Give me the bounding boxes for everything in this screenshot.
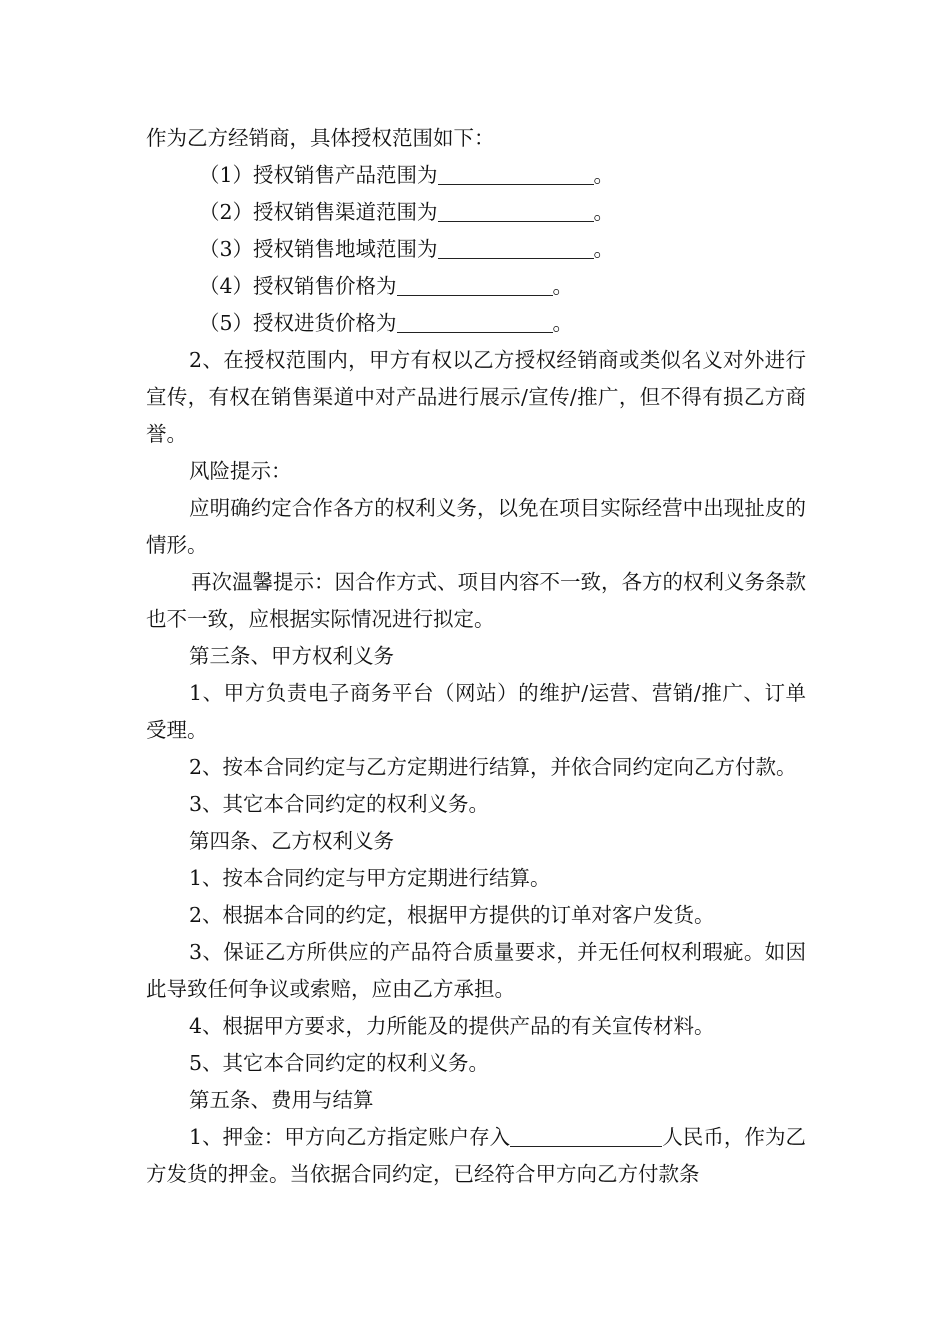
fill-in-blank[interactable] [438,164,594,186]
scope-item-5 [146,305,806,342]
scope-item-2 [146,194,806,231]
scope-item-label: （1）授权销售产品范围为 [199,163,438,187]
article-4-item-5: 5、其它本合同约定的权利义务。 [189,1051,490,1075]
scope-item-end: 。 [593,163,615,187]
article-5-title: 第五条、费用与结算 [189,1088,374,1112]
fill-in-blank[interactable] [438,238,594,260]
article-3-item-2: 2、按本合同约定与乙方定期进行结算，并依合同约定向乙方付款。 [189,755,797,779]
reminder-text: 再次温馨提示：因合作方式、项目内容不一致，各方的权利义务条款也不一致，应根据实际情况进行拟定。 [146,570,806,631]
fill-in-blank[interactable] [397,275,553,297]
article-4-item-1: 1、按本合同约定与甲方定期进行结算。 [189,866,551,890]
risk-heading: 风险提示： [189,459,292,483]
article-4-item-2: 2、根据本合同的约定，根据甲方提供的订单对客户发货。 [189,903,715,927]
article-4-item-3: 3、保证乙方所供应的产品符合质量要求，并无任何权利瑕疵。如因此导致任何争议或索赔，应由乙方承担。 [146,940,806,1001]
scope-item-label: （5）授权进货价格为 [199,311,397,335]
scope-item-end: 。 [552,274,574,298]
risk-text: 应明确约定合作各方的权利义务，以免在项目实际经营中出现扯皮的情形。 [146,496,806,557]
intro-line: 作为乙方经销商，具体授权范围如下： [146,126,495,150]
scope-item-label: （4）授权销售价格为 [199,274,397,298]
scope-item-1 [146,157,806,194]
fill-in-blank[interactable] [510,1126,662,1148]
scope-item-3 [146,231,806,268]
article-3-title: 第三条、甲方权利义务 [189,644,394,668]
article-5-deposit [146,1119,806,1193]
article-4-item-4: 4、根据甲方要求，力所能及的提供产品的有关宣传材料。 [189,1014,715,1038]
deposit-text-before: 1、押金：甲方向乙方指定账户存入 [189,1125,511,1149]
scope-item-end: 。 [552,311,574,335]
deposit-text-after: 人民币，作为乙方发货的押金。当依据合同约定，已经符合甲方向乙方付款条 [146,1125,807,1186]
article-3-item-1: 1、甲方负责电子商务平台（网站）的维护/运营、营销/推广、订单受理。 [146,681,806,742]
document-page [146,120,806,1193]
fill-in-blank[interactable] [397,312,553,334]
scope-item-4 [146,268,806,305]
clause-2: 2、在授权范围内，甲方有权以乙方授权经销商或类似名义对外进行宣传，有权在销售渠道中对产品进行展示/宣传/推广，但不得有损乙方商誉。 [146,348,806,446]
scope-item-end: 。 [593,237,615,261]
scope-item-label: （2）授权销售渠道范围为 [199,200,438,224]
fill-in-blank[interactable] [438,201,594,223]
article-4-title: 第四条、乙方权利义务 [189,829,394,853]
scope-item-label: （3）授权销售地域范围为 [199,237,438,261]
scope-item-end: 。 [593,200,615,224]
article-3-item-3: 3、其它本合同约定的权利义务。 [189,792,490,816]
